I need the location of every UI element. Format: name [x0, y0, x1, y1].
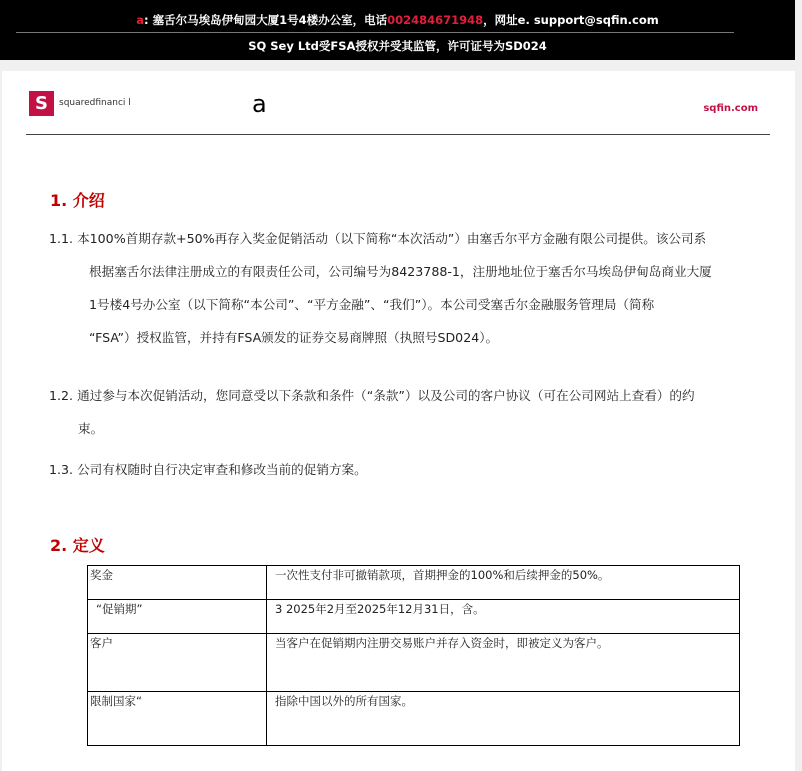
paragraph-line: [49, 379, 749, 412]
term-cell: 限制国家“: [88, 692, 267, 746]
paragraph-number: 1.1.: [49, 231, 74, 246]
definition-cell: 指除中国以外的所有国家。: [267, 692, 740, 746]
logo-icon: S: [29, 91, 54, 116]
paragraph-number: 1.3.: [49, 462, 74, 477]
term-cell: 客户: [88, 634, 267, 692]
paragraph-1-1: [49, 222, 749, 354]
paragraph-line: 束。: [78, 421, 104, 436]
topbar-divider: [16, 32, 734, 33]
definitions-table: [87, 565, 740, 746]
definition-cell: 一次性支付非可撤销款项，首期押金的100%和后续押金的50%。: [267, 566, 740, 600]
table-row: [88, 634, 740, 692]
paragraph-line: 1号楼4号办公室（以下简称“本公司”、“平方金融”、“我们”）。本公司受塞舌尔金融服务管理局（简称: [89, 297, 655, 312]
paragraph-text: 公司有权随时自行决定审查和修改当前的促销方案。: [77, 462, 367, 477]
section-heading-intro: 1. 介绍: [50, 191, 105, 210]
top-contact-bar: [0, 0, 795, 60]
paragraph-line: “FSA”）授权监管，并持有FSA颁发的证券交易商牌照（执照号SD024）。: [89, 330, 499, 345]
term-cell: 奖金: [88, 566, 267, 600]
paragraph-text: 本100%首期存款+50%再存入奖金促销活动（以下简称“本次活动”）由塞舌尔平方金融有限公司提供。该公司系: [77, 231, 707, 246]
table-row: [88, 566, 740, 600]
document-header: [2, 71, 795, 135]
license-line: SQ Sey Ltd受FSA授权并受其监管，许可证号为SD024: [248, 39, 547, 53]
section-heading-definitions: 2. 定义: [50, 536, 105, 555]
contact-line: a: 塞舌尔马埃岛伊甸园大厦1号4楼办公室，电话002484671948，网址e. support@sqfin.com: [136, 13, 659, 27]
contact-phone[interactable]: 002484671948: [387, 13, 484, 27]
header-divider: [26, 134, 770, 135]
table-row: [88, 692, 740, 746]
logo-text: squaredfinanci l: [59, 98, 131, 108]
paragraph-1-3: [49, 453, 749, 486]
term-cell: “促销期”: [88, 600, 267, 634]
contact-prefix: a: [136, 13, 144, 27]
definition-cell: 当客户在促销期内注册交易账户并存入资金时，即被定义为客户。: [267, 634, 740, 692]
paragraph-1-2: [49, 379, 749, 445]
header-glyph: a: [252, 90, 267, 118]
contact-website-email[interactable]: ，网址e. support@sqfin.com: [483, 13, 659, 27]
paragraph-line: [49, 222, 749, 255]
table-row: [88, 600, 740, 634]
header-website-link[interactable]: sqfin.com: [703, 103, 758, 114]
definition-cell: 3 2025年2月至2025年12月31日，含。: [267, 600, 740, 634]
paragraph-line: 根据塞舌尔法律注册成立的有限责任公司，公司编号为8423788-1，注册地址位于塞舌尔马埃岛伊甸岛商业大厦: [89, 264, 712, 279]
paragraph-text: 通过参与本次促销活动，您同意受以下条款和条件（“条款”）以及公司的客户协议（可在公司网站上查看）的约: [77, 388, 695, 403]
contact-address: 塞舌尔马埃岛伊甸园大厦1号4楼办公室，电话: [152, 13, 388, 27]
paragraph-number: 1.2.: [49, 388, 74, 403]
document-page: [2, 71, 795, 771]
paragraph-line: [49, 453, 749, 486]
